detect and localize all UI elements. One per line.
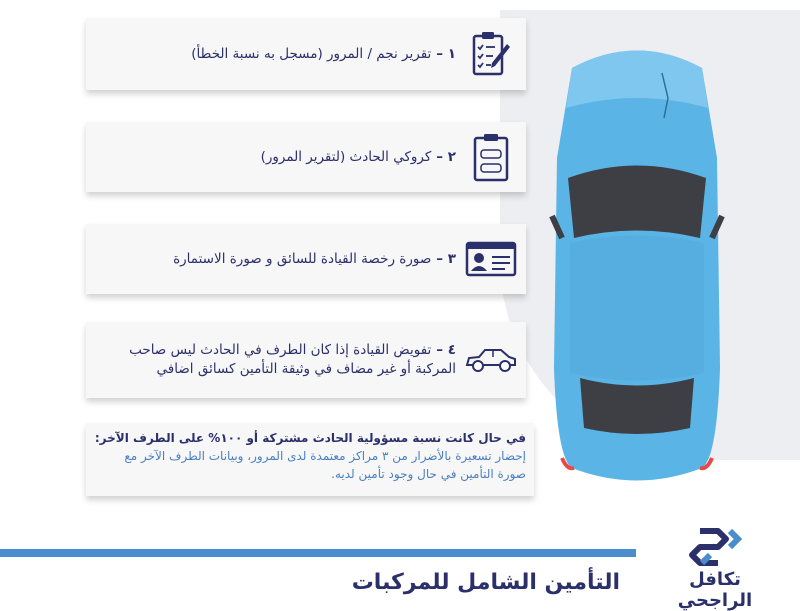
requirement-card-2	[86, 122, 526, 192]
requirement-card-1	[86, 18, 526, 90]
id-card-icon	[456, 224, 526, 294]
requirement-text-3: ٣ –صورة رخصة القيادة للسائق و صورة الاستمارة	[173, 250, 456, 267]
note-heading: في حال كانت نسبة مسؤولية الحادث مشتركة أو ١٠٠% على الطرف الآخر:	[94, 431, 526, 445]
brand-logo-icon	[680, 525, 750, 569]
bottom-accent-bar	[0, 549, 636, 557]
requirement-text-1: ١ –تقرير نجم / المرور (مسجل به نسبة الخطأ)	[191, 45, 456, 62]
car-icon	[456, 322, 526, 398]
clipboard-sketch-icon	[456, 122, 526, 192]
requirement-card-3	[86, 224, 526, 294]
requirement-text-4: ٤ –تفويض القيادة إذا كان الطرف في الحادث ليس صاحب المركبة أو غير مضاف في وثيقة التأمين كسائق اضافي	[129, 342, 456, 377]
brand-name: تكافل الراجحي	[677, 569, 753, 611]
clipboard-checklist-icon	[456, 18, 526, 90]
footer-title: التأمين الشامل للمركبات	[351, 570, 620, 595]
requirement-card-4	[86, 322, 526, 398]
car-illustration	[532, 38, 742, 488]
note-box	[86, 423, 534, 496]
note-text: إحضار تسعيرة بالأضرار من ٣ مراكز معتمدة لدى المرور، وبيانات الطرف الآخر مع صورة التأمين في حال وجود تأمين لديه.	[124, 449, 526, 481]
requirement-text-2: ٢ –كروكي الحادث (لتقرير المرور)	[260, 148, 456, 165]
